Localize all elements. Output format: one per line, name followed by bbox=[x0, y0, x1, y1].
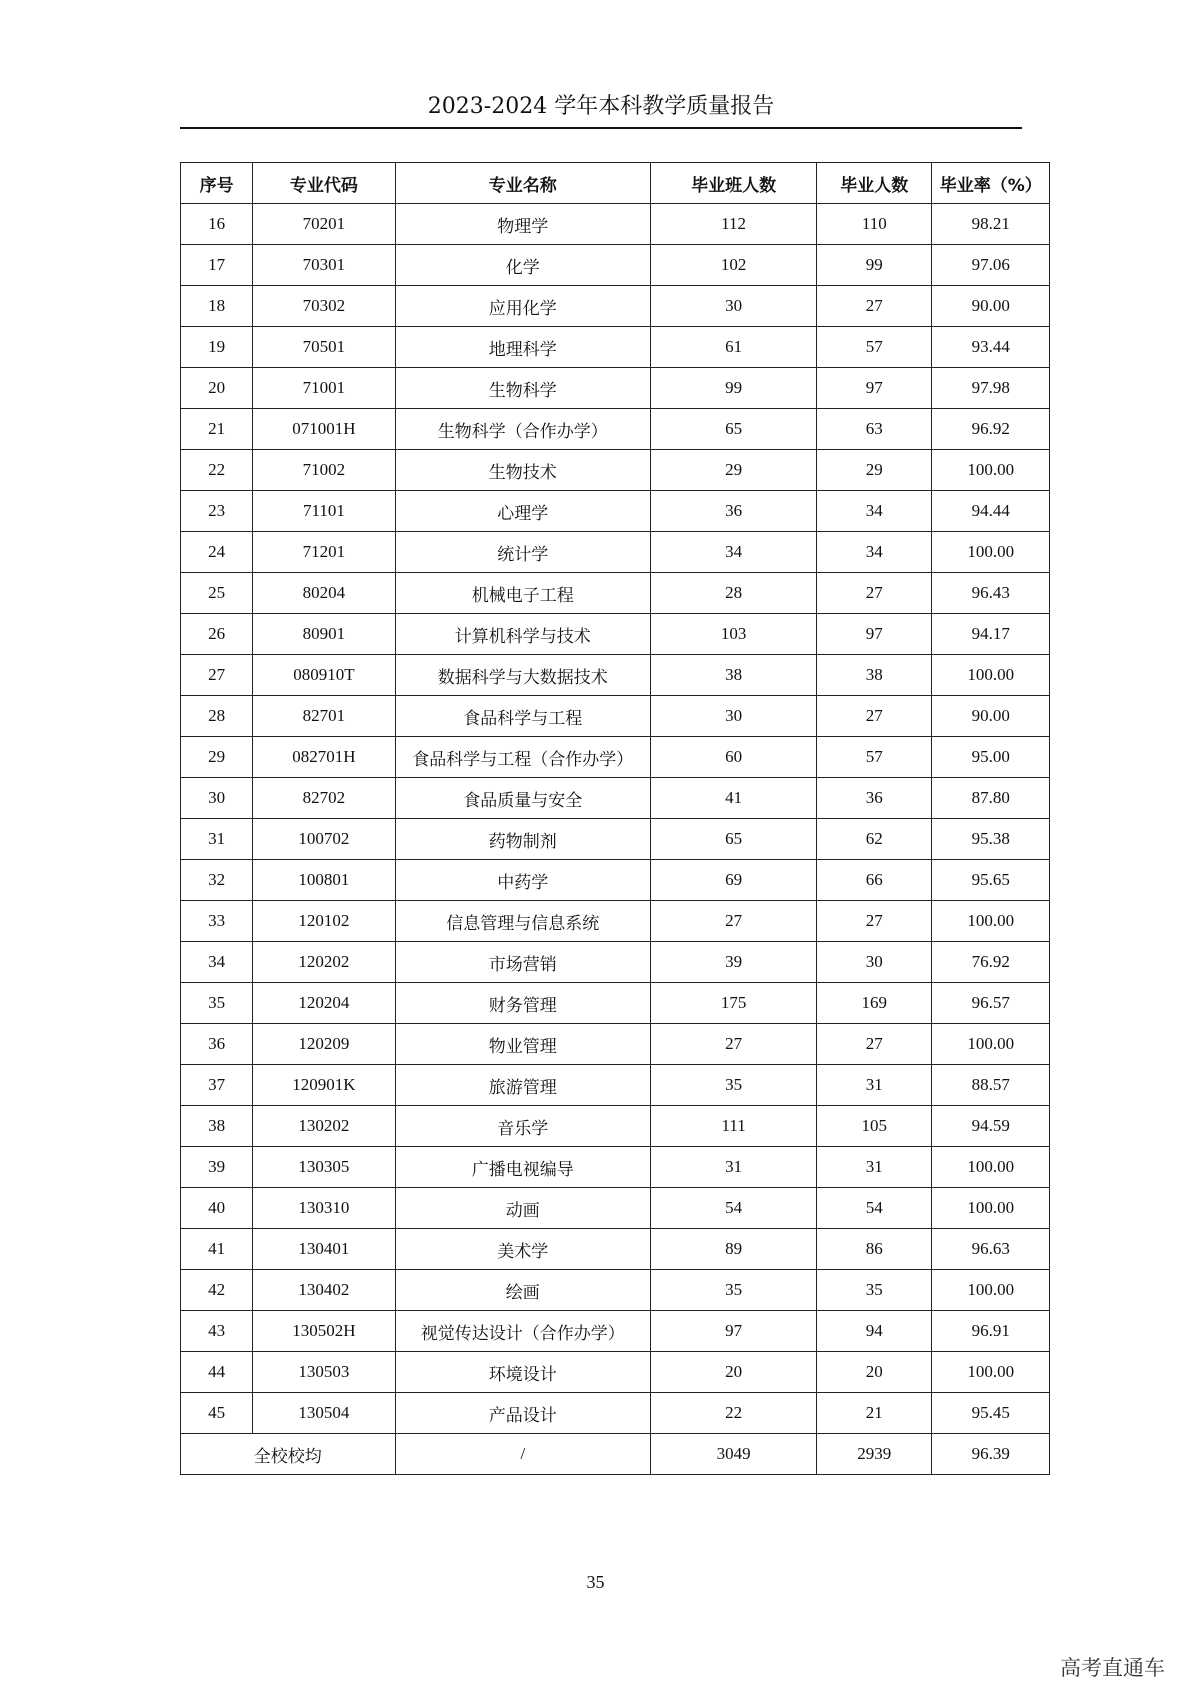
table-row bbox=[181, 450, 1050, 491]
cell-graduation-rate: 76.92 bbox=[932, 942, 1050, 983]
cell-major-name: 环境设计 bbox=[395, 1352, 651, 1393]
cell-major-code: 130401 bbox=[253, 1229, 395, 1270]
table-row bbox=[181, 409, 1050, 450]
cell-major-code: 071001H bbox=[253, 409, 395, 450]
cell-graduation-rate: 100.00 bbox=[932, 1147, 1050, 1188]
cell-graduates: 20 bbox=[817, 1352, 932, 1393]
cell-class-size: 103 bbox=[651, 614, 817, 655]
cell-graduation-rate: 96.43 bbox=[932, 573, 1050, 614]
cell-graduates: 21 bbox=[817, 1393, 932, 1434]
cell-major-name: 化学 bbox=[395, 245, 651, 286]
cell-major-code: 70301 bbox=[253, 245, 395, 286]
cell-major-name: 产品设计 bbox=[395, 1393, 651, 1434]
cell-graduation-rate: 93.44 bbox=[932, 327, 1050, 368]
cell-index: 38 bbox=[181, 1106, 253, 1147]
cell-graduates: 110 bbox=[817, 204, 932, 245]
cell-class-size: 99 bbox=[651, 368, 817, 409]
cell-graduates: 35 bbox=[817, 1270, 932, 1311]
column-header-graduation-rate: 毕业率（%） bbox=[932, 163, 1050, 204]
cell-major-code: 120102 bbox=[253, 901, 395, 942]
cell-major-name: 心理学 bbox=[395, 491, 651, 532]
cell-major-code: 130502H bbox=[253, 1311, 395, 1352]
table-row bbox=[181, 286, 1050, 327]
cell-graduation-rate: 95.38 bbox=[932, 819, 1050, 860]
total-major-name: / bbox=[395, 1434, 651, 1475]
total-label: 全校校均 bbox=[181, 1434, 396, 1475]
cell-index: 30 bbox=[181, 778, 253, 819]
cell-major-code: 130503 bbox=[253, 1352, 395, 1393]
cell-graduates: 105 bbox=[817, 1106, 932, 1147]
cell-major-code: 100801 bbox=[253, 860, 395, 901]
cell-graduation-rate: 97.98 bbox=[932, 368, 1050, 409]
cell-graduation-rate: 94.17 bbox=[932, 614, 1050, 655]
table-row bbox=[181, 1024, 1050, 1065]
table-row bbox=[181, 573, 1050, 614]
cell-index: 18 bbox=[181, 286, 253, 327]
cell-major-code: 130202 bbox=[253, 1106, 395, 1147]
cell-index: 32 bbox=[181, 860, 253, 901]
cell-class-size: 28 bbox=[651, 573, 817, 614]
cell-class-size: 54 bbox=[651, 1188, 817, 1229]
cell-index: 44 bbox=[181, 1352, 253, 1393]
cell-index: 20 bbox=[181, 368, 253, 409]
cell-major-name: 音乐学 bbox=[395, 1106, 651, 1147]
cell-class-size: 36 bbox=[651, 491, 817, 532]
cell-class-size: 65 bbox=[651, 409, 817, 450]
table-row bbox=[181, 778, 1050, 819]
cell-major-code: 082701H bbox=[253, 737, 395, 778]
cell-index: 17 bbox=[181, 245, 253, 286]
cell-index: 31 bbox=[181, 819, 253, 860]
cell-index: 45 bbox=[181, 1393, 253, 1434]
page-number: 35 bbox=[586, 1572, 605, 1592]
cell-major-name: 财务管理 bbox=[395, 983, 651, 1024]
table-row bbox=[181, 245, 1050, 286]
table-row bbox=[181, 204, 1050, 245]
cell-major-name: 生物科学 bbox=[395, 368, 651, 409]
cell-graduation-rate: 96.63 bbox=[932, 1229, 1050, 1270]
cell-index: 41 bbox=[181, 1229, 253, 1270]
cell-index: 36 bbox=[181, 1024, 253, 1065]
table-body bbox=[181, 204, 1050, 1434]
cell-class-size: 27 bbox=[651, 1024, 817, 1065]
cell-index: 23 bbox=[181, 491, 253, 532]
cell-index: 26 bbox=[181, 614, 253, 655]
cell-major-code: 71002 bbox=[253, 450, 395, 491]
table-row bbox=[181, 983, 1050, 1024]
cell-graduation-rate: 100.00 bbox=[932, 1270, 1050, 1311]
cell-major-code: 130402 bbox=[253, 1270, 395, 1311]
cell-index: 21 bbox=[181, 409, 253, 450]
table-row bbox=[181, 942, 1050, 983]
cell-major-name: 广播电视编导 bbox=[395, 1147, 651, 1188]
cell-index: 33 bbox=[181, 901, 253, 942]
cell-class-size: 102 bbox=[651, 245, 817, 286]
cell-class-size: 38 bbox=[651, 655, 817, 696]
cell-major-name: 生物科学（合作办学） bbox=[395, 409, 651, 450]
cell-major-code: 100702 bbox=[253, 819, 395, 860]
cell-class-size: 112 bbox=[651, 204, 817, 245]
cell-major-name: 旅游管理 bbox=[395, 1065, 651, 1106]
cell-index: 39 bbox=[181, 1147, 253, 1188]
cell-major-name: 视觉传达设计（合作办学） bbox=[395, 1311, 651, 1352]
cell-class-size: 89 bbox=[651, 1229, 817, 1270]
cell-class-size: 65 bbox=[651, 819, 817, 860]
cell-graduation-rate: 100.00 bbox=[932, 532, 1050, 573]
cell-class-size: 97 bbox=[651, 1311, 817, 1352]
cell-graduates: 29 bbox=[817, 450, 932, 491]
cell-class-size: 22 bbox=[651, 1393, 817, 1434]
cell-major-code: 80204 bbox=[253, 573, 395, 614]
cell-class-size: 175 bbox=[651, 983, 817, 1024]
table-row bbox=[181, 1352, 1050, 1393]
cell-major-code: 80901 bbox=[253, 614, 395, 655]
cell-graduates: 27 bbox=[817, 1024, 932, 1065]
cell-index: 40 bbox=[181, 1188, 253, 1229]
table-row bbox=[181, 1229, 1050, 1270]
cell-major-name: 绘画 bbox=[395, 1270, 651, 1311]
cell-major-code: 120202 bbox=[253, 942, 395, 983]
cell-graduates: 27 bbox=[817, 573, 932, 614]
cell-major-code: 82701 bbox=[253, 696, 395, 737]
cell-major-name: 计算机科学与技术 bbox=[395, 614, 651, 655]
cell-graduation-rate: 95.65 bbox=[932, 860, 1050, 901]
cell-graduates: 31 bbox=[817, 1147, 932, 1188]
table-row bbox=[181, 819, 1050, 860]
cell-class-size: 35 bbox=[651, 1270, 817, 1311]
cell-major-name: 生物技术 bbox=[395, 450, 651, 491]
table-row bbox=[181, 1270, 1050, 1311]
table-row bbox=[181, 655, 1050, 696]
cell-major-code: 120209 bbox=[253, 1024, 395, 1065]
cell-major-code: 130305 bbox=[253, 1147, 395, 1188]
watermark-text: 高考直通车 bbox=[1060, 1656, 1165, 1680]
cell-graduation-rate: 95.00 bbox=[932, 737, 1050, 778]
cell-graduates: 62 bbox=[817, 819, 932, 860]
cell-major-name: 食品科学与工程 bbox=[395, 696, 651, 737]
total-class-size: 3049 bbox=[651, 1434, 817, 1475]
cell-class-size: 27 bbox=[651, 901, 817, 942]
cell-major-name: 市场营销 bbox=[395, 942, 651, 983]
cell-graduates: 57 bbox=[817, 327, 932, 368]
table-row bbox=[181, 1188, 1050, 1229]
cell-major-name: 食品科学与工程（合作办学） bbox=[395, 737, 651, 778]
cell-index: 28 bbox=[181, 696, 253, 737]
cell-graduation-rate: 96.92 bbox=[932, 409, 1050, 450]
table-row bbox=[181, 737, 1050, 778]
cell-index: 24 bbox=[181, 532, 253, 573]
cell-major-name: 统计学 bbox=[395, 532, 651, 573]
cell-graduation-rate: 90.00 bbox=[932, 286, 1050, 327]
cell-class-size: 111 bbox=[651, 1106, 817, 1147]
cell-major-code: 71001 bbox=[253, 368, 395, 409]
table-row bbox=[181, 901, 1050, 942]
cell-graduation-rate: 95.45 bbox=[932, 1393, 1050, 1434]
cell-major-name: 物业管理 bbox=[395, 1024, 651, 1065]
cell-graduates: 86 bbox=[817, 1229, 932, 1270]
cell-index: 29 bbox=[181, 737, 253, 778]
cell-major-code: 080910T bbox=[253, 655, 395, 696]
cell-graduates: 30 bbox=[817, 942, 932, 983]
cell-index: 43 bbox=[181, 1311, 253, 1352]
cell-index: 34 bbox=[181, 942, 253, 983]
page-header-title: 2023-2024 学年本科教学质量报告 bbox=[427, 94, 775, 119]
cell-graduates: 34 bbox=[817, 491, 932, 532]
cell-index: 35 bbox=[181, 983, 253, 1024]
table-row bbox=[181, 491, 1050, 532]
cell-class-size: 61 bbox=[651, 327, 817, 368]
cell-major-name: 物理学 bbox=[395, 204, 651, 245]
cell-major-name: 药物制剂 bbox=[395, 819, 651, 860]
table-row bbox=[181, 1147, 1050, 1188]
cell-graduation-rate: 100.00 bbox=[932, 1188, 1050, 1229]
cell-major-code: 82702 bbox=[253, 778, 395, 819]
cell-graduation-rate: 96.91 bbox=[932, 1311, 1050, 1352]
cell-graduation-rate: 96.57 bbox=[932, 983, 1050, 1024]
graduation-rate-table bbox=[180, 162, 1050, 1475]
cell-class-size: 60 bbox=[651, 737, 817, 778]
cell-graduation-rate: 100.00 bbox=[932, 450, 1050, 491]
cell-major-code: 120901K bbox=[253, 1065, 395, 1106]
total-graduates: 2939 bbox=[817, 1434, 932, 1475]
cell-graduation-rate: 100.00 bbox=[932, 655, 1050, 696]
cell-graduates: 169 bbox=[817, 983, 932, 1024]
cell-major-code: 71201 bbox=[253, 532, 395, 573]
table-row bbox=[181, 860, 1050, 901]
cell-graduates: 63 bbox=[817, 409, 932, 450]
cell-major-name: 机械电子工程 bbox=[395, 573, 651, 614]
table-row bbox=[181, 1393, 1050, 1434]
cell-graduates: 66 bbox=[817, 860, 932, 901]
table-row bbox=[181, 327, 1050, 368]
cell-index: 22 bbox=[181, 450, 253, 491]
cell-graduates: 94 bbox=[817, 1311, 932, 1352]
cell-major-name: 应用化学 bbox=[395, 286, 651, 327]
cell-index: 37 bbox=[181, 1065, 253, 1106]
cell-major-code: 71101 bbox=[253, 491, 395, 532]
table-row bbox=[181, 614, 1050, 655]
column-header-major-code: 专业代码 bbox=[253, 163, 395, 204]
table-row bbox=[181, 532, 1050, 573]
cell-index: 42 bbox=[181, 1270, 253, 1311]
cell-graduates: 57 bbox=[817, 737, 932, 778]
cell-major-name: 信息管理与信息系统 bbox=[395, 901, 651, 942]
cell-graduation-rate: 100.00 bbox=[932, 1352, 1050, 1393]
cell-class-size: 69 bbox=[651, 860, 817, 901]
cell-major-name: 美术学 bbox=[395, 1229, 651, 1270]
cell-index: 16 bbox=[181, 204, 253, 245]
cell-graduates: 99 bbox=[817, 245, 932, 286]
cell-class-size: 34 bbox=[651, 532, 817, 573]
cell-graduation-rate: 98.21 bbox=[932, 204, 1050, 245]
cell-major-name: 地理科学 bbox=[395, 327, 651, 368]
cell-graduates: 38 bbox=[817, 655, 932, 696]
cell-major-code: 130310 bbox=[253, 1188, 395, 1229]
cell-major-code: 70201 bbox=[253, 204, 395, 245]
cell-graduation-rate: 97.06 bbox=[932, 245, 1050, 286]
cell-major-code: 130504 bbox=[253, 1393, 395, 1434]
cell-graduates: 36 bbox=[817, 778, 932, 819]
cell-graduation-rate: 90.00 bbox=[932, 696, 1050, 737]
column-header-index: 序号 bbox=[181, 163, 253, 204]
cell-class-size: 31 bbox=[651, 1147, 817, 1188]
cell-class-size: 35 bbox=[651, 1065, 817, 1106]
cell-class-size: 29 bbox=[651, 450, 817, 491]
cell-class-size: 39 bbox=[651, 942, 817, 983]
cell-major-name: 食品质量与安全 bbox=[395, 778, 651, 819]
table-row bbox=[181, 1311, 1050, 1352]
cell-graduates: 27 bbox=[817, 901, 932, 942]
cell-graduation-rate: 94.44 bbox=[932, 491, 1050, 532]
cell-major-name: 数据科学与大数据技术 bbox=[395, 655, 651, 696]
header-rule bbox=[180, 127, 1022, 129]
cell-graduates: 97 bbox=[817, 614, 932, 655]
cell-graduation-rate: 100.00 bbox=[932, 901, 1050, 942]
cell-class-size: 20 bbox=[651, 1352, 817, 1393]
cell-major-code: 70501 bbox=[253, 327, 395, 368]
cell-graduates: 27 bbox=[817, 286, 932, 327]
column-header-class-size: 毕业班人数 bbox=[651, 163, 817, 204]
cell-graduation-rate: 100.00 bbox=[932, 1024, 1050, 1065]
cell-class-size: 30 bbox=[651, 286, 817, 327]
cell-graduates: 54 bbox=[817, 1188, 932, 1229]
table-header-row bbox=[181, 163, 1050, 204]
total-graduation-rate: 96.39 bbox=[932, 1434, 1050, 1475]
cell-graduation-rate: 88.57 bbox=[932, 1065, 1050, 1106]
cell-major-code: 70302 bbox=[253, 286, 395, 327]
cell-major-name: 中药学 bbox=[395, 860, 651, 901]
cell-graduates: 31 bbox=[817, 1065, 932, 1106]
table-row bbox=[181, 368, 1050, 409]
cell-class-size: 30 bbox=[651, 696, 817, 737]
cell-class-size: 41 bbox=[651, 778, 817, 819]
table-row bbox=[181, 1106, 1050, 1147]
column-header-major-name: 专业名称 bbox=[395, 163, 651, 204]
cell-graduation-rate: 87.80 bbox=[932, 778, 1050, 819]
cell-graduates: 97 bbox=[817, 368, 932, 409]
cell-graduates: 27 bbox=[817, 696, 932, 737]
column-header-graduates: 毕业人数 bbox=[817, 163, 932, 204]
cell-index: 27 bbox=[181, 655, 253, 696]
total-row bbox=[181, 1434, 1050, 1475]
cell-graduation-rate: 94.59 bbox=[932, 1106, 1050, 1147]
cell-major-name: 动画 bbox=[395, 1188, 651, 1229]
cell-index: 25 bbox=[181, 573, 253, 614]
cell-index: 19 bbox=[181, 327, 253, 368]
cell-major-code: 120204 bbox=[253, 983, 395, 1024]
table-row bbox=[181, 696, 1050, 737]
table-row bbox=[181, 1065, 1050, 1106]
cell-graduates: 34 bbox=[817, 532, 932, 573]
